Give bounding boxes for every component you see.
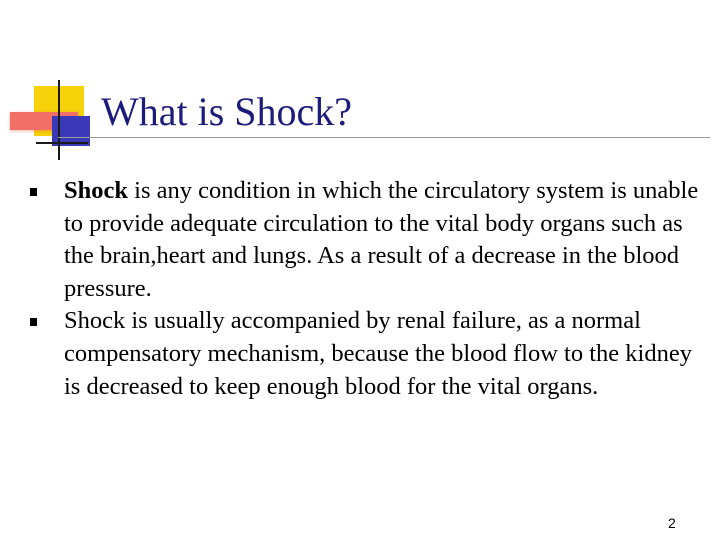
bullet-text: is any condition in which the circulatory system is unable to provide adequate circulation to the vital body organs such as the brain,heart and lungs. As a result of a decrease in the blood pressure. bbox=[64, 177, 699, 302]
vertical-line-decoration bbox=[58, 80, 60, 160]
title-underline bbox=[58, 137, 710, 138]
bullet-text: Shock is usually accompanied by renal failure, as a normal compensatory mechanism, because the blood flow to the kidney is decreased to keep enough blood for the vital organs. bbox=[64, 307, 692, 400]
bullet-item bbox=[30, 305, 714, 403]
bullet-item bbox=[30, 175, 714, 305]
horizontal-line-decoration bbox=[36, 142, 88, 144]
bullet-marker-icon bbox=[30, 188, 37, 196]
bullet-marker-icon bbox=[30, 318, 37, 326]
bullet-bold-term: Shock bbox=[64, 177, 129, 204]
bullet-list bbox=[30, 175, 714, 403]
page-number: 2 bbox=[668, 515, 676, 531]
slide-title: What is Shock? bbox=[101, 89, 353, 134]
